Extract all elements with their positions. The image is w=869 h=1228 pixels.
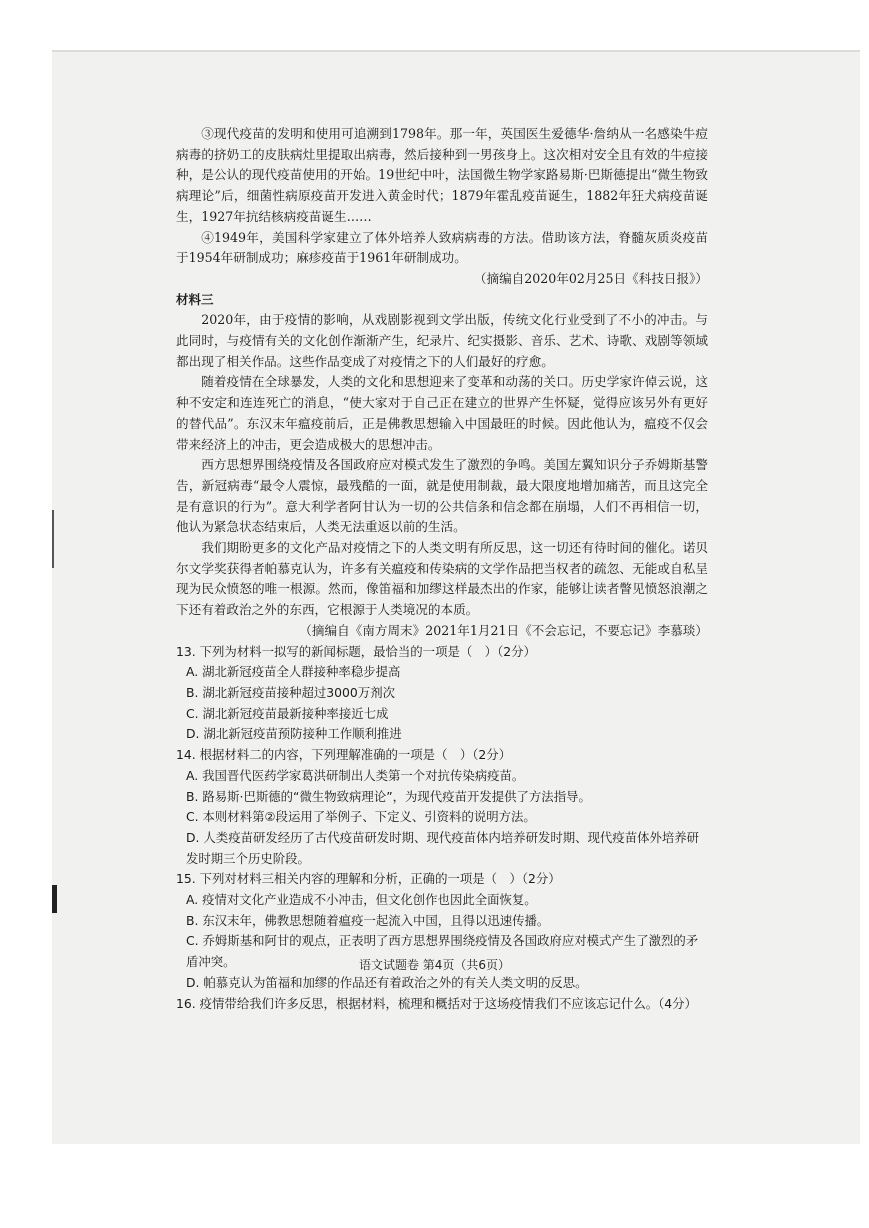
paragraph-4: 我们期盼更多的文化产品对疫情之下的人类文明有所反思，这一切还有待时间的催化。诺贝尔文学奖获得者帕慕克认为，许多有关瘟疫和传染病的文学作品把当权者的疏忽、无能或自私呈现为民众愤怒的唯一根源。然而，像笛福和加缪这样最杰出的作家，能够让读者瞥见愤怒浪潮之下还有着政治之外的东西，它根源于人类境况的本质。 (176, 540, 708, 618)
option-c: C. 本则材料第②段运用了举例子、下定义、引资料的说明方法。 (186, 809, 536, 825)
material-heading: 材料三 (176, 291, 214, 307)
paragraph-4: ④1949年，美国科学家建立了体外培养人致病病毒的方法。借助该方法，脊髓灰质炎疫苗于1954年研制成功；麻疹疫苗于1961年研制成功。 (176, 229, 708, 266)
option-a: A. 疫情对文化产业造成不小冲击，但文化创作也因此全面恢复。 (186, 892, 537, 908)
option-c: C. 乔姆斯基和阿甘的观点，正表明了西方思想界围绕疫情及各国政府应对模式产生了激烈的矛盾冲突。 (186, 933, 699, 970)
source-citation: （摘编自2020年02月25日《科技日报》） (473, 270, 708, 286)
question-stem: 15. 下列对材料三相关内容的理解和分析，正确的一项是（ ）（2分） (176, 871, 561, 887)
question-14 (176, 745, 708, 869)
binding-mark (52, 885, 57, 913)
option-d: D. 人类疫苗研发经历了古代疫苗研发时期、现代疫苗体内培养研发时期、现代疫苗体外培养研发时期三个历史阶段。 (186, 829, 700, 866)
source-citation: （摘编自《南方周末》2021年1月21日《不会忘记，不要忘记》李慕琰） (299, 622, 708, 638)
question-stem: 16. 疫情带给我们许多反思，根据材料，梳理和概括对于这场疫情我们不应该忘记什么。（4分） (176, 995, 697, 1011)
option-c: C. 湖北新冠疫苗最新接种率接近七成 (186, 705, 389, 721)
paragraph-3: ③现代疫苗的发明和使用可追溯到1798年。那一年，英国医生爱德华·詹纳从一名感染牛痘病毒的挤奶工的皮肤病灶里提取出病毒，然后接种到一男孩身上。这次相对安全且有效的牛痘接种，是公认的现代疫苗使用的开始。19世纪中叶，法国微生物学家路易斯·巴斯德提出“微生物致病理论”后，细菌性病原疫苗开发进入黄金时代；1879年霍乱疫苗诞生，1882年狂犬病疫苗诞生，1927年抗结核病疫苗诞生…… (176, 126, 708, 224)
question-stem: 13. 下列为材料一拟写的新闻标题，最恰当的一项是（ ）（2分） (176, 643, 536, 659)
exam-content (176, 124, 708, 1014)
paragraph-2: 随着疫情在全球暴发，人类的文化和思想迎来了变革和动荡的关口。历史学家许倬云说，这种不安定和连连死亡的消息，“使大家对于自己正在建立的世界产生怀疑，觉得应该另外有更好的替代品”。东汉末年瘟疫前后，正是佛教思想输入中国最旺的时候。因此他认为，瘟疫不仅会带来经济上的冲击，更会造成极大的思想冲击。 (176, 374, 708, 452)
option-d: D. 湖北新冠疫苗预防接种工作顺利推进 (186, 726, 402, 742)
option-b: B. 东汉末年，佛教思想随着瘟疫一起流入中国，且得以迅速传播。 (186, 912, 550, 928)
paragraph-3: 西方思想界围绕疫情及各国政府应对模式发生了激烈的争鸣。美国左翼知识分子乔姆斯基警告，新冠病毒“最令人震惊，最残酷的一面，就是使用制裁，最大限度地增加痛苦，而且这完全是有意识的行为”。意大利学者阿甘认为一切的公共信条和信念都在崩塌，人们不再相信一切，他认为紧急状态结束后，人类无法重返以前的生活。 (176, 457, 708, 535)
option-b: B. 湖北新冠疫苗接种超过3000万剂次 (186, 684, 395, 700)
question-15 (176, 869, 708, 993)
option-b: B. 路易斯·巴斯德的“微生物致病理论”，为现代疫苗开发提供了方法指导。 (186, 788, 591, 804)
option-d: D. 帕慕克认为笛福和加缪的作品还有着政治之外的有关人类文明的反思。 (186, 974, 588, 990)
page-footer: 语文试题卷 第4页（共6页） (358, 958, 511, 972)
option-a: A. 我国晋代医药学家葛洪研制出人类第一个对抗传染病疫苗。 (186, 767, 525, 783)
paragraph-1: 2020年，由于疫情的影响，从戏剧影视到文学出版，传统文化行业受到了不小的冲击。与此同时，与疫情有关的文化创作渐渐产生，纪录片、纪实摄影、音乐、艺术、诗歌、戏剧等领域都出现了相关作品。这些作品变成了对疫情之下的人们最好的疗愈。 (176, 312, 708, 369)
binding-mark (52, 510, 54, 568)
question-13 (176, 642, 708, 746)
option-a: A. 湖北新冠疫苗全人群接种率稳步提高 (186, 664, 401, 680)
question-16 (176, 994, 708, 1015)
question-stem: 14. 根据材料二的内容，下列理解准确的一项是（ ）（2分） (176, 747, 512, 763)
